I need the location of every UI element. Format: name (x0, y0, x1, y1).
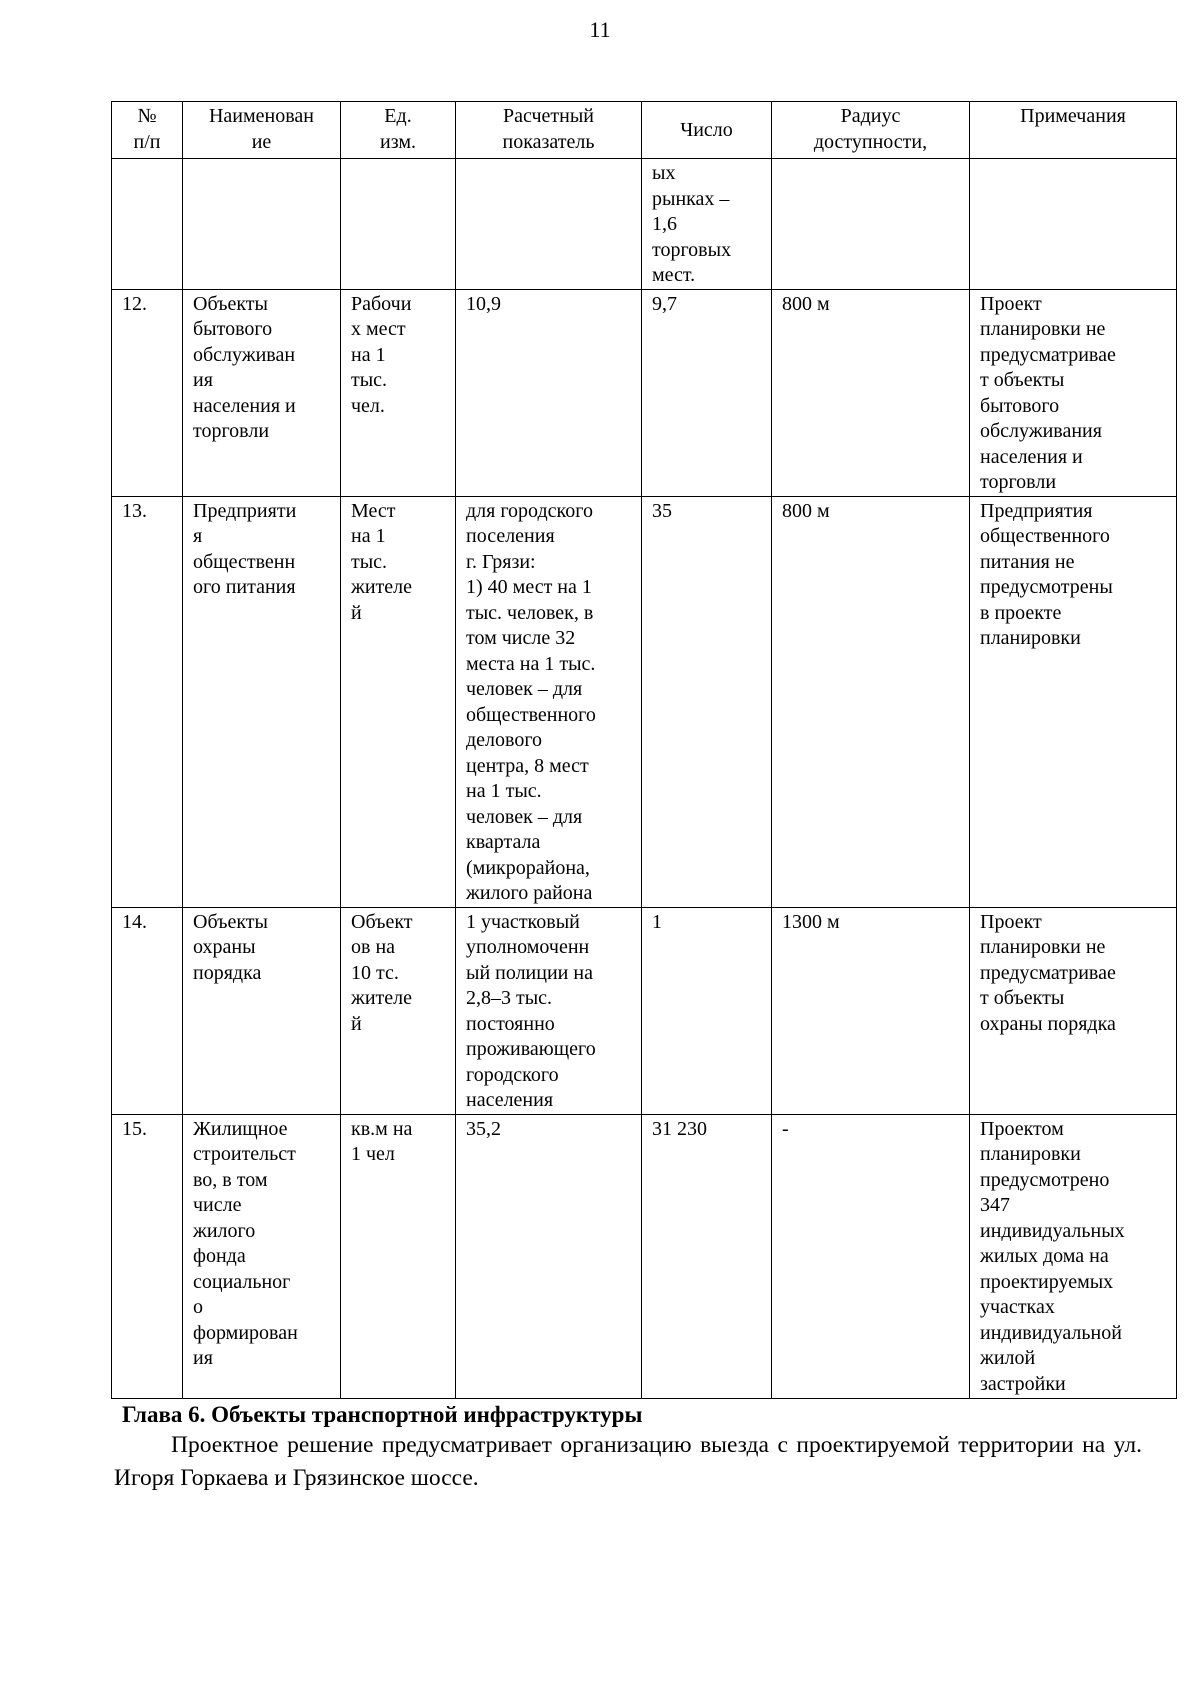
header-radius: Радиус доступности, (772, 102, 970, 159)
table-cell: Объекты бытового обслуживан ия населения и торговли (183, 289, 341, 496)
table-cell: Мест на 1 тыс. жителе й (341, 496, 456, 907)
table-cell: для городского поселения г. Грязи: 1) 40 мест на 1 тыс. человек, в том числе 32 места на 1 тыс. человек – для общественного делового центра, 8 мест на 1 тыс. человек – для квартала (микрорайона, жилого района (456, 496, 642, 907)
table-cell: 15. (112, 1114, 183, 1398)
table-cell: Предприяти я общественн ого питания (183, 496, 341, 907)
table-cell: 1300 м (772, 907, 970, 1114)
table-cell: 10,9 (456, 289, 642, 496)
table-cell (456, 159, 642, 290)
table-cell: 9,7 (642, 289, 772, 496)
facilities-table (111, 101, 1177, 1399)
chapter-title: Глава 6. Объекты транспортной инфраструктуры (122, 1402, 643, 1427)
table-cell (772, 159, 970, 290)
table-cell: Жилищное строительст во, в том числе жилого фонда социальног о формирован ия (183, 1114, 341, 1398)
table-cell: Проектом планировки предусмотрено 347 индивидуальных жилых дома на проектируемых участках индивидуальной жилой застройки (970, 1114, 1177, 1398)
table-cell: Проект планировки не предусматривае т объекты охраны порядка (970, 907, 1177, 1114)
table-cell: Рабочи х мест на 1 тыс. чел. (341, 289, 456, 496)
table-cell: 12. (112, 289, 183, 496)
table-cell: - (772, 1114, 970, 1398)
table-row (112, 159, 1177, 290)
table-cell: 1 (642, 907, 772, 1114)
header-unit: Ед. изм. (341, 102, 456, 159)
table-row (112, 289, 1177, 496)
table-cell: Предприятия общественного питания не предусмотрены в проекте планировки (970, 496, 1177, 907)
table-cell: Проект планировки не предусматривае т объекты бытового обслуживания населения и торговли (970, 289, 1177, 496)
table-cell: Объект ов на 10 тс. жителе й (341, 907, 456, 1114)
chapter-paragraph: Проектное решение предусматривает организацию выезда с проектируемой территории на ул. Игоря Горкаева и Грязинское шоссе. (114, 1432, 1142, 1491)
table-cell: 35,2 (456, 1114, 642, 1398)
table-cell: 800 м (772, 496, 970, 907)
header-notes: Примечания (970, 102, 1177, 159)
table-row (112, 907, 1177, 1114)
table-cell: ых рынках – 1,6 торговых мест. (642, 159, 772, 290)
header-count: Число (642, 102, 772, 159)
header-number: № п/п (112, 102, 183, 159)
table-cell (112, 159, 183, 290)
table-row (112, 1114, 1177, 1398)
table-header-row (112, 102, 1177, 159)
table-cell (183, 159, 341, 290)
table-cell: 13. (112, 496, 183, 907)
table-cell: 35 (642, 496, 772, 907)
table-cell: кв.м на 1 чел (341, 1114, 456, 1398)
table-cell: 31 230 (642, 1114, 772, 1398)
table-cell: 800 м (772, 289, 970, 496)
table-cell (341, 159, 456, 290)
page-number: 11 (589, 17, 611, 42)
table-row (112, 496, 1177, 907)
table-cell: Объекты охраны порядка (183, 907, 341, 1114)
table-cell: 14. (112, 907, 183, 1114)
header-name: Наименован ие (183, 102, 341, 159)
table-cell (970, 159, 1177, 290)
header-indicator: Расчетный показатель (456, 102, 642, 159)
table-cell: 1 участковый уполномоченн ый полиции на 2,8–3 тыс. постоянно проживающего городского населения (456, 907, 642, 1114)
